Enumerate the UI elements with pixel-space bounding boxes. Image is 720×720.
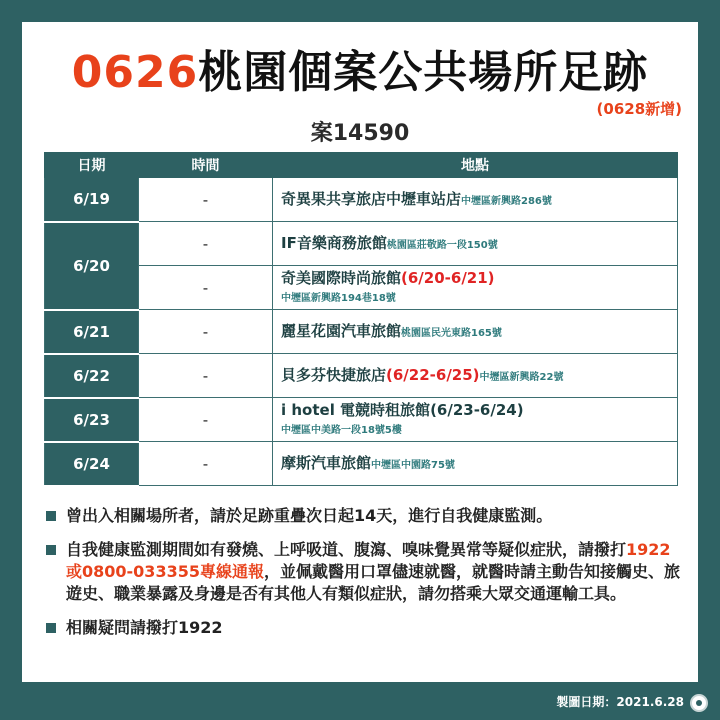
row-time: - xyxy=(139,266,273,310)
table-row xyxy=(45,398,678,442)
place-name: 麗星花園汽車旅館 xyxy=(281,321,402,340)
title-number: 0626 xyxy=(71,47,199,98)
place-dates: (6/20-6/21) xyxy=(401,269,495,287)
row-time: - xyxy=(139,310,273,354)
hotline-highlight: 1922或0800-033355專線通報 xyxy=(66,540,671,581)
table-header-row xyxy=(45,153,678,178)
poster-card xyxy=(22,22,698,682)
row-date: 6/23 xyxy=(45,398,139,442)
place-address: 中壢區新興路286號 xyxy=(461,195,552,207)
place-dates: (6/23-6/24) xyxy=(430,401,524,419)
title-text: 桃園個案公共場所足跡 xyxy=(198,47,649,98)
bullet-square-icon xyxy=(46,623,56,633)
place-address: 中壢區中園路75號 xyxy=(371,459,455,471)
note-inquiry xyxy=(44,617,684,639)
table-row xyxy=(45,310,678,354)
row-date: 6/21 xyxy=(45,310,139,354)
table-row xyxy=(45,222,678,266)
row-place xyxy=(273,310,678,354)
row-time: - xyxy=(139,354,273,398)
row-date: 6/22 xyxy=(45,354,139,398)
place-name: IF音樂商務旅館 xyxy=(281,233,387,252)
table-row xyxy=(45,178,678,222)
new-tag: (0628新增) xyxy=(596,100,682,118)
note-symptoms xyxy=(44,539,684,605)
row-place xyxy=(273,442,678,486)
place-address: 中壢區中美路一段18號5樓 xyxy=(281,424,402,436)
place-address: 桃園區莊敬路一段150號 xyxy=(386,239,498,251)
row-time: - xyxy=(139,398,273,442)
note-text: 相關疑問請撥打1922 xyxy=(66,618,223,637)
table-row xyxy=(45,442,678,486)
notes-section xyxy=(44,505,684,651)
row-time: - xyxy=(139,442,273,486)
row-place xyxy=(273,222,678,266)
table-row xyxy=(45,266,678,310)
place-name: 摩斯汽車旅館 xyxy=(281,453,372,472)
page-title xyxy=(22,36,698,100)
row-place xyxy=(273,354,678,398)
row-date: 6/20 xyxy=(45,222,139,310)
place-address: 中壢區新興路194巷18號 xyxy=(281,292,396,304)
header-place: 地點 xyxy=(273,153,678,178)
production-date: 製圖日期：2021.6.28 xyxy=(556,695,684,709)
row-time: - xyxy=(139,222,273,266)
case-number: 案14590 xyxy=(310,121,410,146)
row-place xyxy=(273,178,678,222)
place-dates: (6/22-6/25) xyxy=(386,365,480,384)
place-address: 桃園區民光東路165號 xyxy=(401,327,502,339)
bullet-square-icon xyxy=(46,545,56,555)
row-place xyxy=(273,398,678,442)
city-seal-icon xyxy=(690,694,708,712)
place-name: i hotel 電競時租旅館 xyxy=(281,401,431,419)
place-name: 奇美國際時尚旅館 xyxy=(281,269,402,287)
header-time: 時間 xyxy=(139,153,273,178)
note-text: ，並佩戴醫用口罩儘速就醫，就醫時請主動告知接觸史、旅遊史、職業暴露及身邊是否有其他人有類似症狀，請勿搭乘大眾交通運輸工具。 xyxy=(66,562,680,603)
row-date: 6/19 xyxy=(45,178,139,222)
row-time: - xyxy=(139,178,273,222)
note-text: 自我健康監測期間如有發燒、上呼吸道、腹瀉、嗅味覺異常等疑似症狀，請撥打 xyxy=(66,540,627,559)
place-name: 奇異果共享旅店中壢車站店 xyxy=(281,189,462,208)
row-place xyxy=(273,266,678,310)
table-row xyxy=(45,354,678,398)
place-name: 貝多芬快捷旅店 xyxy=(281,365,387,384)
note-text: 曾出入相關場所者，請於足跡重疊次日起14天，進行自我健康監測。 xyxy=(66,506,553,525)
note-monitoring xyxy=(44,505,684,527)
footprint-table xyxy=(44,152,678,487)
place-address: 中壢區新興路22號 xyxy=(479,371,564,383)
row-date: 6/24 xyxy=(45,442,139,486)
header-date: 日期 xyxy=(45,153,139,178)
bullet-square-icon xyxy=(46,511,56,521)
